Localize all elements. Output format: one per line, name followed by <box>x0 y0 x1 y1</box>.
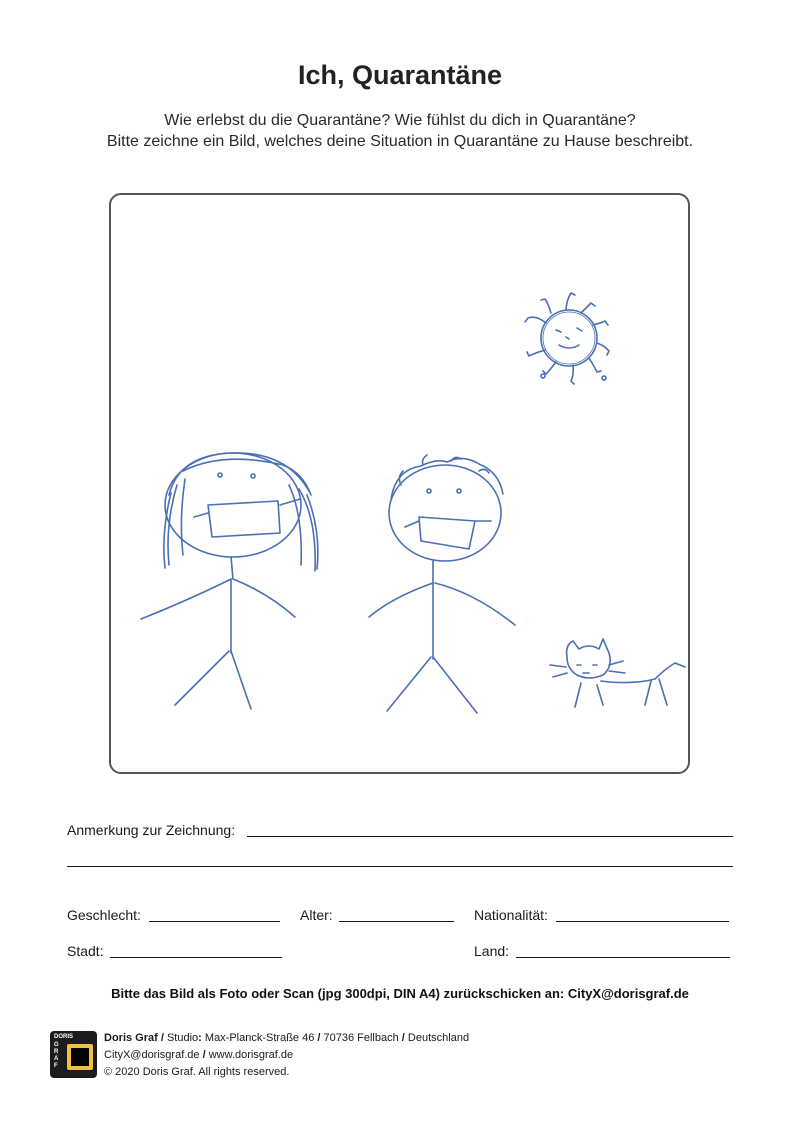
remark-label: Anmerkung zur Zeichnung: <box>67 822 236 838</box>
nationality-label: Nationalität: <box>474 907 548 923</box>
footer-name: Doris Graf <box>104 1032 158 1044</box>
gender-label: Geschlecht: <box>67 907 141 923</box>
subtitle-instruction: Bitte zeichne ein Bild, welches deine Situation in Quarantäne zu Hause beschreibt. <box>106 133 694 150</box>
city-input-line[interactable] <box>110 957 282 958</box>
footer-contact <box>104 1049 293 1061</box>
drawing-frame <box>109 193 690 774</box>
logo-letter-g: G <box>54 1042 59 1048</box>
age-input-line[interactable] <box>339 921 454 922</box>
footer-sep: / <box>398 1032 408 1044</box>
footer-postal: 70736 Fellbach <box>323 1032 399 1044</box>
cat-drawing <box>550 639 685 707</box>
footer-email-link[interactable]: CityX@dorisgraf.de <box>104 1049 200 1061</box>
footer-sep: / <box>199 1049 209 1061</box>
boy-figure <box>369 455 515 713</box>
page-title: Ich, Quarantäne <box>297 60 503 90</box>
remark-input-line-1[interactable] <box>247 836 733 837</box>
virus-drawing <box>525 293 609 384</box>
logo-letter-f: F <box>54 1063 58 1069</box>
city-label: Stadt: <box>67 943 104 959</box>
logo-text-doris: DORIS <box>54 1034 74 1040</box>
logo-square-icon <box>67 1044 93 1070</box>
logo-letter-a: A <box>54 1056 59 1062</box>
footer-copyright: © 2020 Doris Graf. All rights reserved. <box>104 1066 290 1078</box>
footer-studio-label: Studio <box>166 1032 199 1044</box>
country-input-line[interactable] <box>516 957 730 958</box>
footer-country: Deutschland <box>407 1032 470 1044</box>
footer-address <box>104 1032 469 1044</box>
footer-street: Max-Planck-Straße 46 <box>201 1032 315 1044</box>
gender-input-line[interactable] <box>149 921 280 922</box>
country-label: Land: <box>474 943 510 959</box>
subtitle-question: Wie erlebst du die Quarantäne? Wie fühlst du dich in Quarantäne? <box>164 112 636 129</box>
remark-input-line-2[interactable] <box>67 866 733 867</box>
footer-sep: / <box>157 1032 167 1044</box>
return-instruction: Bitte das Bild als Foto oder Scan (jpg 300dpi, DIN A4) zurückschicken an: CityX@dorisgraf.de <box>111 986 689 1001</box>
doris-graf-logo <box>50 1031 97 1078</box>
logo-letter-r: R <box>54 1049 59 1055</box>
footer-sep: / <box>314 1032 324 1044</box>
nationality-input-line[interactable] <box>556 921 729 922</box>
age-label: Alter: <box>300 907 333 923</box>
child-drawing <box>111 195 690 774</box>
footer-colon: : <box>198 1032 202 1044</box>
footer-website-link[interactable]: www.dorisgraf.de <box>208 1049 294 1061</box>
girl-figure <box>141 453 318 709</box>
